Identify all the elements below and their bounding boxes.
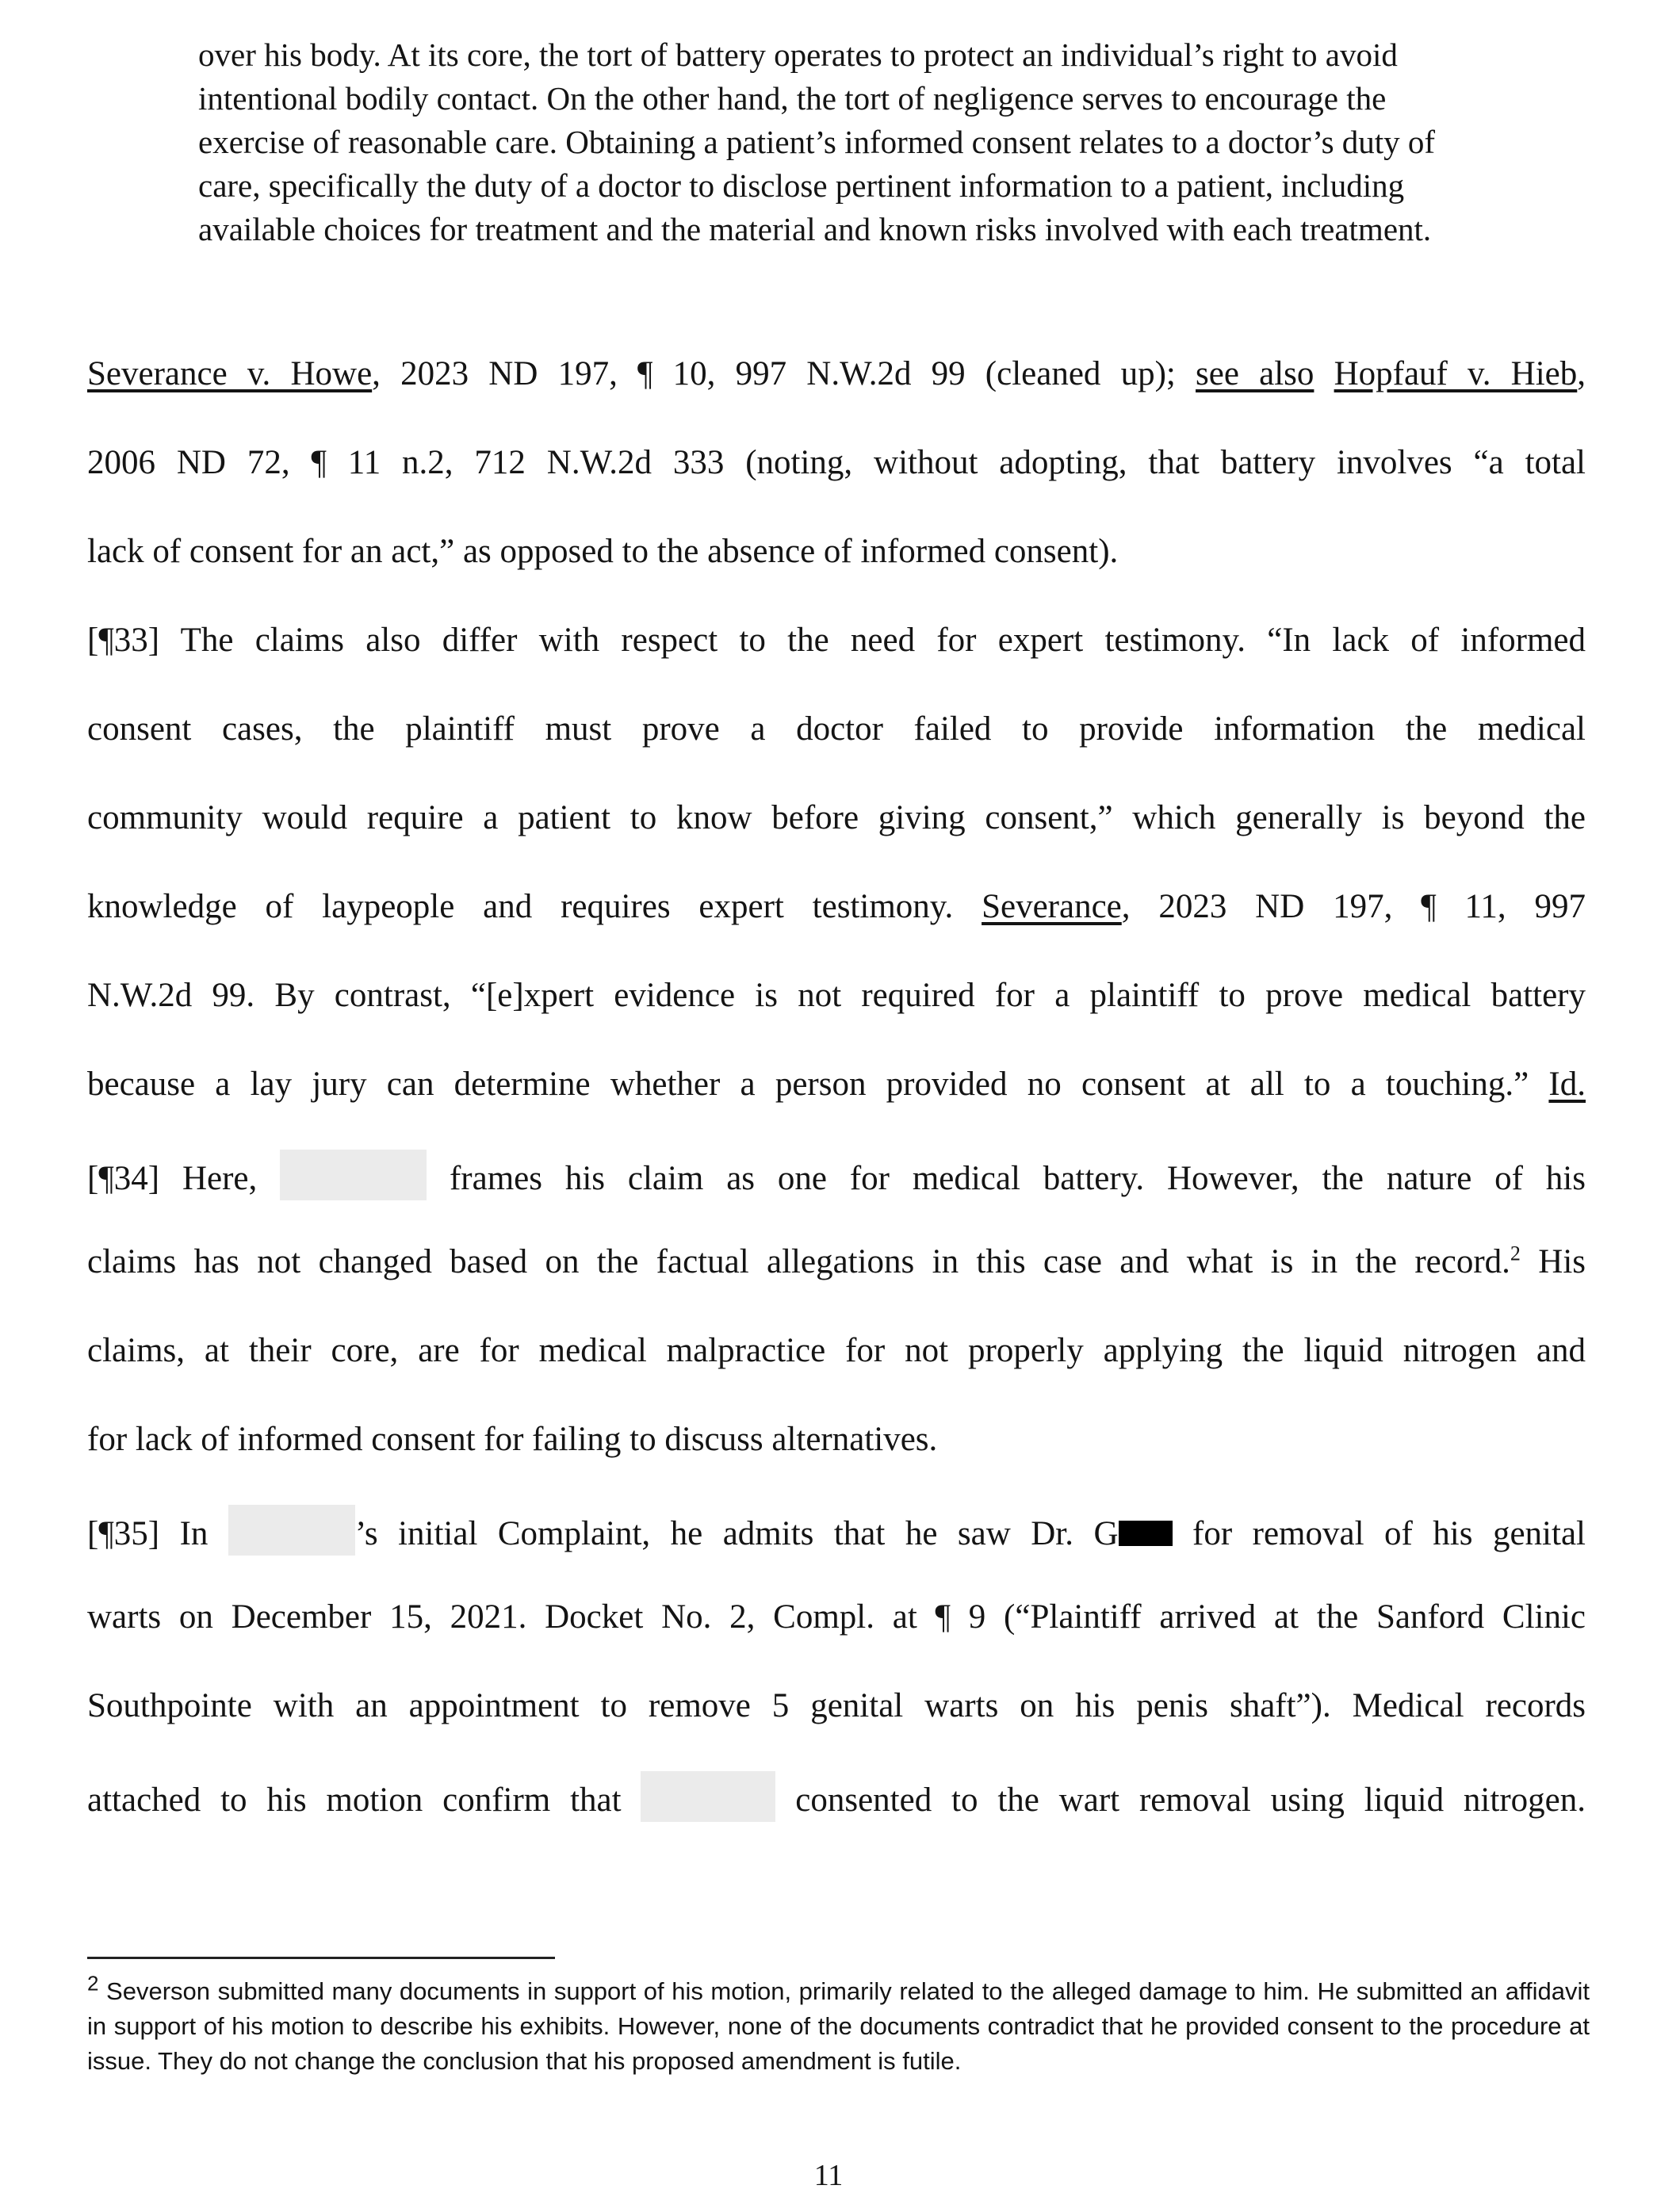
footnote-divider <box>87 1957 555 1959</box>
para-33-line-3: community would require a patient to know before giving consent,” which generally is beyond the <box>87 799 1586 836</box>
signal-see-also: see also <box>1196 355 1315 392</box>
para-33-line-1: [¶33] The claims also differ with respect to the need for expert testimony. “In lack of informed <box>87 622 1586 659</box>
redaction-name <box>228 1505 355 1556</box>
footnote-marker: 2 <box>87 1971 99 1996</box>
citation-text: , 2023 ND 197, ¶ 10, 997 N.W.2d 99 (cleaned up); <box>372 355 1196 392</box>
case-citation-severance: Severance v. Howe <box>87 355 373 392</box>
para-33-line-5: N.W.2d 99. By contrast, “[e]xpert evidence is not required for a plaintiff to prove medical battery <box>87 977 1586 1014</box>
citation-line-3: lack of consent for an act,” as opposed to the absence of informed consent). <box>87 533 1119 570</box>
para-33-line-4: knowledge of laypeople and requires expert testimony. Severance, 2023 ND 197, ¶ 11, 997 <box>87 888 1586 925</box>
redaction-black <box>1119 1521 1173 1546</box>
citation-line-1: Severance v. Howe, 2023 ND 197, ¶ 10, 997 N.W.2d 99 (cleaned up); see also Hopfauf v. Hieb, <box>87 355 1586 392</box>
para-35-line-4: attached to his motion confirm that consented to the wart removal using liquid nitrogen. <box>87 1771 1586 1824</box>
block-quote: over his body. At its core, the tort of battery operates to protect an individual’s right to avoid intentional bodily contact. On the other hand, the tort of negligence serves to encourage the exercise of reasonable care. Obtaining a patient’s informed consent relates to a doctor’s duty of care, specifically the duty of a doctor to disclose pertinent information to a patient, including available choices for treatment and the material and known risks involved with each treatment. <box>198 36 1436 247</box>
case-citation-severance-short: Severance <box>982 888 1122 925</box>
footnote <box>87 1971 1590 2079</box>
para-34-line-1: [¶34] Here, frames his claim as one for medical battery. However, the nature of his <box>87 1150 1586 1203</box>
para-34-line-2: claims has not changed based on the factual allegations in this case and what is in the record.$^2$ His <box>87 1242 1586 1280</box>
id-citation: Id. <box>1548 1066 1586 1103</box>
footnote-ref: 2 <box>1510 1242 1521 1265</box>
footnote-text: Severson submitted many documents in support of his motion, primarily related to the alleged damage to him. He submitted an affidavit in support of his motion to describe his exhibits. However, none of the documents contradict that he provided consent to the procedure at issue. They do not change the conclusion that his proposed amendment is futile. <box>87 1977 1590 2075</box>
para-35-line-1: [¶35] In ’s initial Complaint, he admits that he saw Dr. G for removal of his genital <box>87 1505 1586 1558</box>
para-33-line-2: consent cases, the plaintiff must prove a doctor failed to provide information the medical <box>87 710 1586 748</box>
para-34-line-4: for lack of informed consent for failing to discuss alternatives. <box>87 1421 938 1458</box>
redaction-name <box>280 1150 427 1200</box>
para-33-line-6: because a lay jury can determine whether a person provided no consent at all to a touching.” Id. <box>87 1066 1586 1103</box>
page-number: 11 <box>813 2159 844 2192</box>
redaction-name <box>641 1771 775 1822</box>
para-34-line-3: claims, at their core, are for medical malpractice for not properly applying the liquid nitrogen and <box>87 1332 1586 1369</box>
para-35-line-3: Southpointe with an appointment to remove 5 genital warts on his penis shaft”). Medical records <box>87 1687 1586 1724</box>
citation-line-2: 2006 ND 72, ¶ 11 n.2, 712 N.W.2d 333 (noting, without adopting, that battery involves “a total <box>87 444 1586 481</box>
para-35-line-2: warts on December 15, 2021. Docket No. 2, Compl. at ¶ 9 (“Plaintiff arrived at the Sanford Clinic <box>87 1598 1586 1636</box>
case-citation-hopfauf: Hopfauf v. Hieb <box>1334 355 1578 392</box>
